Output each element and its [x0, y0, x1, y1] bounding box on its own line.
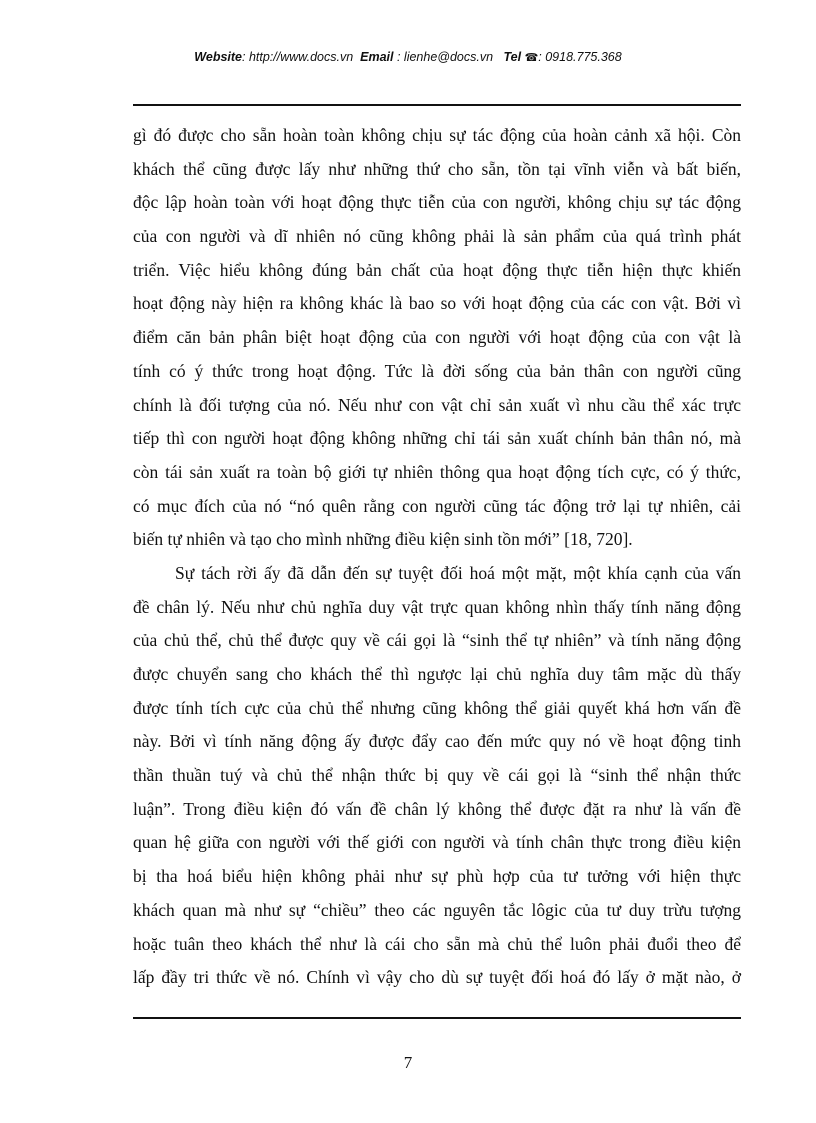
text-line: tiếp thì con người hoạt động không những chỉ tái sản xuất chính bản thân nó, mà — [133, 428, 741, 449]
text-line: hoạt động này hiện ra không khác là bao so với hoạt động của các con vật. Bởi vì — [133, 293, 741, 314]
text-line: khách quan mà như sự “chiều” theo các nguyên tắc lôgic của tư duy trừu tượng — [133, 899, 741, 920]
tel-value: : 0918.775.368 — [538, 50, 622, 64]
text-line: được tính tích cực của chủ thể nhưng cũng không thể giải quyết khá hơn vấn đề — [133, 697, 741, 718]
email-label: Email — [360, 50, 394, 64]
paragraph-2 — [133, 557, 741, 995]
text-line: đề chân lý. Nếu như chủ nghĩa duy vật trực quan không nhìn thấy tính năng động — [133, 596, 741, 617]
website-label: Website — [194, 50, 242, 64]
page-number: 7 — [403, 1053, 413, 1072]
text-line: quan hệ giữa con người với thế giới con người và tính chân thực trong điều kiện — [133, 832, 741, 853]
email-value: : lienhe@docs.vn — [396, 50, 494, 64]
text-line: thần thuần tuý và chủ thể nhận thức bị quy về cái gọi là “sinh thể nhận thức — [133, 765, 741, 786]
text-line: có mục đích của nó “nó quên rằng con người cũng tác động trở lại tự nhiên, cải — [133, 495, 741, 516]
text-line: chính là đối tượng của nó. Nếu như con vật chỉ sản xuất vì nhu cầu thể xác trực — [133, 394, 741, 415]
text-line: lấp đầy tri thức về nó. Chính vì vậy cho dù sự tuyệt đối hoá đó lấy ở mặt nào, ở — [133, 967, 741, 988]
text-line: được chuyển sang cho khách thể thì ngược lại chủ nghĩa duy tâm mặc dù thấy — [133, 664, 741, 684]
text-line: còn tái sản xuất ra toàn bộ giới tự nhiên thông qua hoạt động tích cực, có ý thức, — [133, 461, 741, 482]
text-line: luận”. Trong điều kiện đó vấn đề chân lý không thể được đặt ra như là vấn đề — [133, 798, 741, 819]
paragraph-1 — [133, 119, 741, 557]
text-line: triển. Việc hiểu không đúng bản chất của hoạt động thực tiễn hiện thực khiến — [133, 259, 741, 280]
text-line: hoặc tuân theo khách thể như là cái cho sẵn mà chủ thể luôn phải đuổi theo để — [133, 933, 741, 954]
page-header — [0, 50, 816, 64]
document-body — [133, 119, 741, 995]
text-line: gì đó được cho sẵn hoàn toàn không chịu sự tác động của hoàn cảnh xã hội. Còn — [133, 125, 741, 145]
header-divider — [133, 104, 741, 106]
text-line: độc lập hoàn toàn với hoạt động thực tiễn của con người, không chịu sự tác động — [133, 192, 741, 213]
text-line: của con người và dĩ nhiên nó cũng không phải là sản phẩm của quá trình phát — [133, 226, 741, 247]
text-line: tính có ý thức trong hoạt động. Tức là đời sống của bản thân con người cũng — [133, 360, 741, 381]
text-line: khách thể cũng được lấy như những thứ cho sẵn, tồn tại vĩnh viễn và bất biến, — [133, 158, 741, 179]
text-line: này. Bởi vì tính năng động ấy được đẩy cao đến mức quy nó về hoạt động tinh — [133, 731, 741, 752]
text-line: của chủ thể, chủ thể được quy về cái gọi là “sinh thể tự nhiên” và tính năng động — [133, 630, 741, 651]
tel-label: Tel — [503, 50, 522, 64]
text-line: điểm căn bản phân biệt hoạt động của con người với hoạt động của con vật là — [133, 327, 741, 348]
footer-divider — [133, 1017, 741, 1019]
phone-icon: ☎ — [524, 52, 539, 64]
text-line: biến tự nhiên và tạo cho mình những điều kiện sinh tồn mới” [18, 720]. — [133, 529, 633, 550]
text-line: Sự tách rời ấy đã dẫn đến sự tuyệt đối hoá một mặt, một khía cạnh của vấn — [175, 562, 741, 583]
website-value: : http://www.docs.vn — [242, 50, 354, 64]
text-line: bị tha hoá biểu hiện không phải như sự phù hợp của tư tưởng với hiện thực — [133, 866, 741, 887]
